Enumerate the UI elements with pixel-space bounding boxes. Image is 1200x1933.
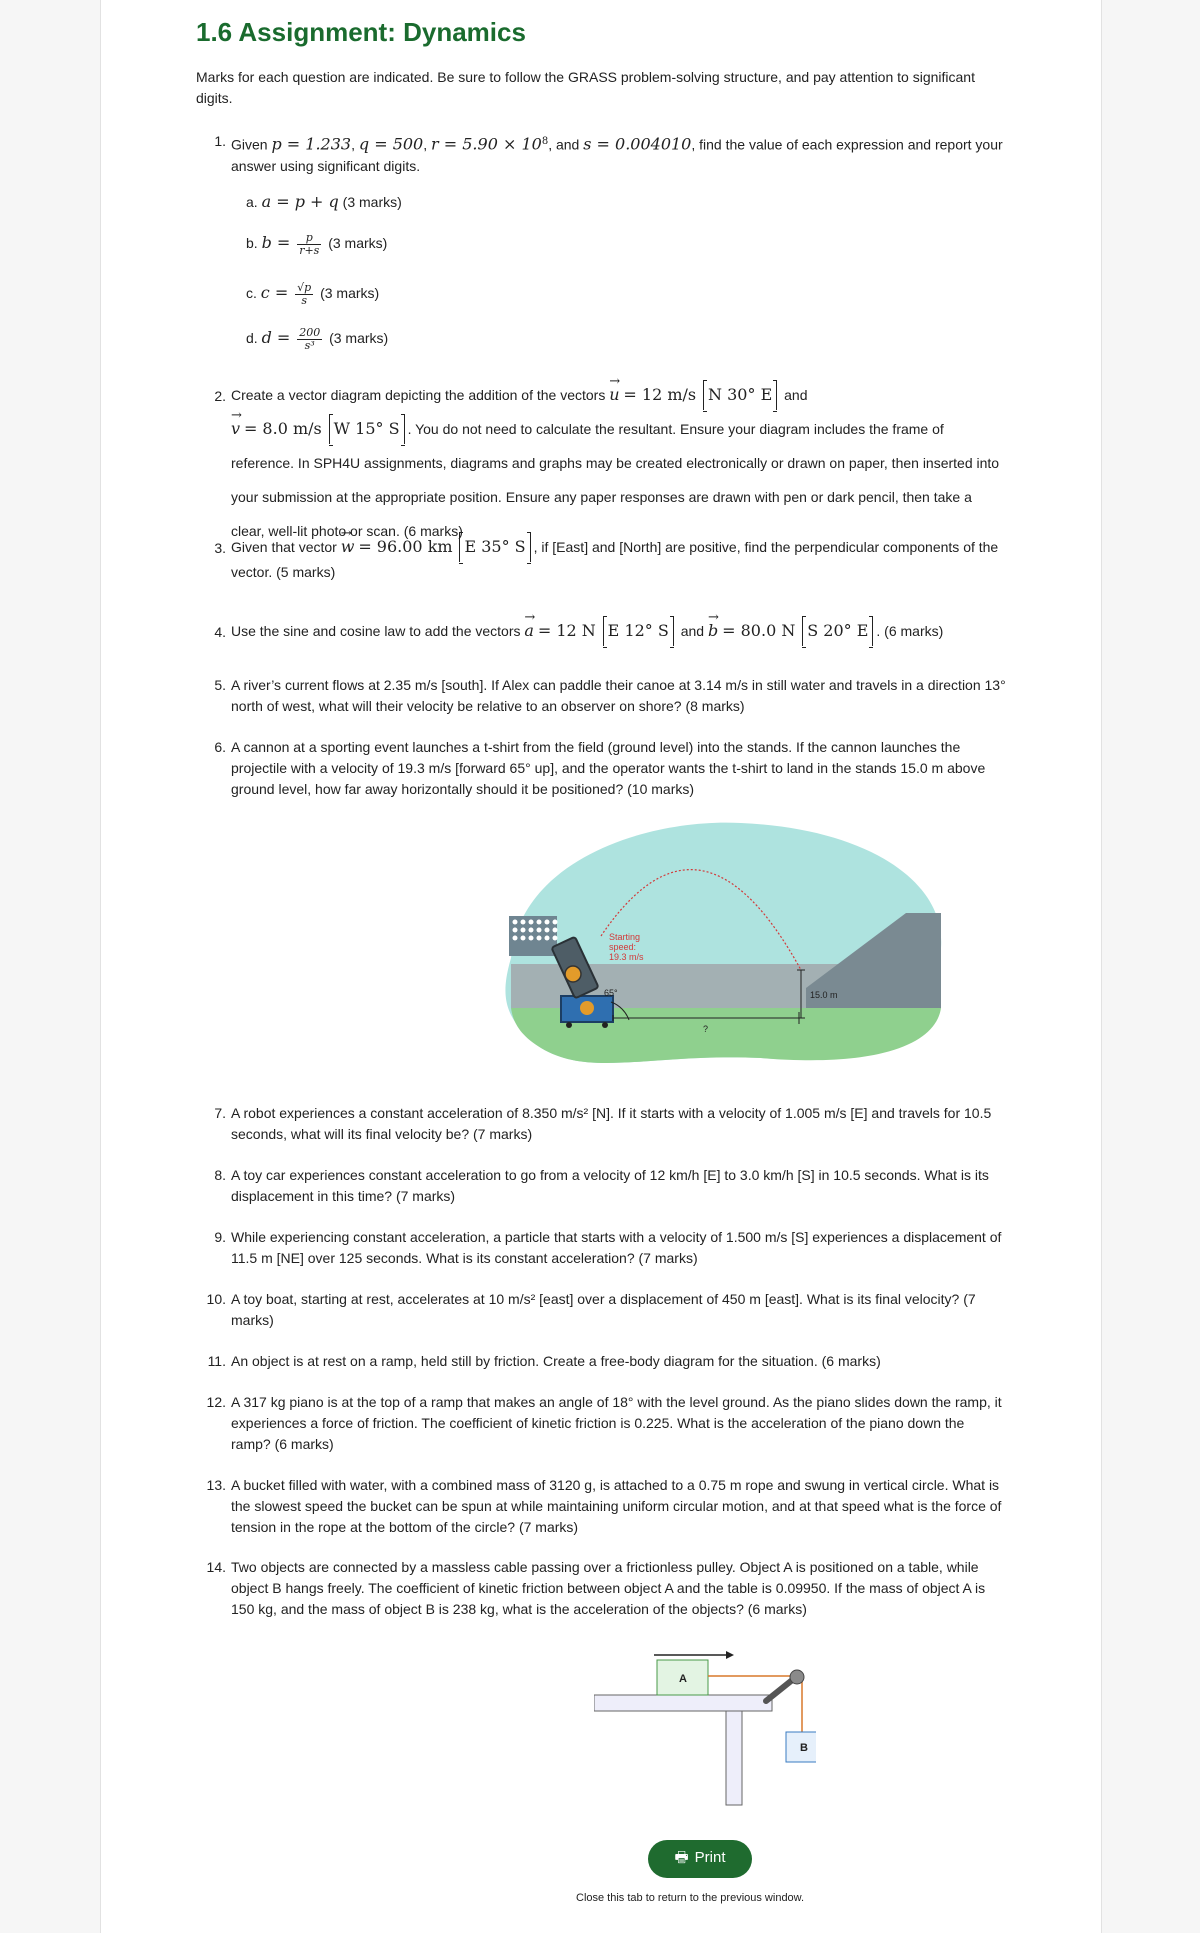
- direction-bracket: E 12° S: [603, 616, 674, 646]
- svg-text:19.3 m/s: 19.3 m/s: [609, 952, 644, 962]
- question-1a: a. a = p + q (3 marks): [246, 192, 402, 211]
- math-p: p = 1.233: [271, 134, 352, 154]
- block-a-label: A: [679, 1673, 687, 1685]
- fraction: $\frac{200}{\text{s³}}$: [299, 326, 321, 352]
- math-r: r = 5.90 × 10: [431, 134, 542, 154]
- pulley-figure: [594, 1643, 816, 1808]
- printer-icon: 🖶: [674, 1848, 689, 1866]
- distance-label: ?: [703, 1024, 709, 1034]
- table-top: [594, 1695, 772, 1711]
- height-label: 15.0 m: [810, 990, 838, 1000]
- fraction: $\frac{p}{r+s}$: [299, 231, 320, 257]
- crowd-icon: [509, 916, 558, 956]
- vector-b: → b: [708, 620, 718, 641]
- direction-bracket: N 30° E: [703, 380, 777, 410]
- vector-a: → a: [524, 620, 534, 641]
- question-1b: b. b = $\frac{p}{r+s}$ (3 marks): [246, 231, 388, 257]
- print-button[interactable]: 🖶 Print: [648, 1840, 752, 1878]
- question-number: 1.: [214, 133, 226, 149]
- vector-v: → v: [231, 412, 240, 446]
- question-1c: c. c = $\frac{√p}{s}$ (3 marks): [246, 281, 380, 307]
- block-b-label: B: [800, 1742, 808, 1754]
- close-tab-note: Close this tab to return to the previous window.: [576, 1892, 805, 1904]
- math-s: s = 0.004010: [583, 134, 692, 154]
- intro-text: Marks for each question are indicated. Be sure to follow the GRASS problem-solving structure, and pay attention to significant digits.: [196, 69, 975, 106]
- math-q: q = 500: [358, 134, 424, 154]
- angle-label: 65°: [604, 988, 618, 998]
- page-title: 1.6 Assignment: Dynamics: [196, 17, 526, 47]
- direction-bracket: S 20° E: [802, 616, 873, 646]
- speed-label: Starting: [609, 932, 641, 942]
- page: 1.6 Assignment: Dynamics Marks for each question are indicated. Be sure to follow the GRASS problem-solving structure, and pay attention to significant digits. 1. Given p = 1.233, q = 500, $r = 5.90 \times 10^8$, and s = 0.004010, find the value of each expression and report your answer using significant digits. a. a = p + q (3 marks) b. b = $\frac{p}{r+s}$ (3 marks) c. c = $\frac{√p}{s}$ (3 marks) d. d = $\frac{200}{\text{s³}}$ (3 marks) 2. Create a vector diagram depicting the addition of the vectors → u = 12 m/s N 30° E and → v = 8.0 m/s W 15° S . You do not need to calculate the resultant. Ensure your diagram includes the frame of reference. In SPH4U assignments, diagrams and graphs may be created electronically or drawn on paper, then inserted into your submission at the appropriate position. Ensure any paper responses are drawn with pen or dark pencil, then take a clear, well-lit photo or scan. (6 marks) 3. Given that vector → w = 96.00 km E 35° S , if [East] and [North] are positive, find the perpendicular components of the vector. (5 marks) 4. Use the sine and cosine law to add the vectors → a = 12 N E 12° S and → b = 80.0 N S 20° E . (6 marks) 5. A river’s current flows at 2.35 m/s [south]. If Alex can paddle their canoe at 3.14 m/s in still water and travels in a direction 13° north of west, what will their velocity be relative to an observer on shore? (8 marks) 6. A cannon at a sporting event launches a t-shirt from the field (ground level) into the stands. If the cannon launches the projectile with a velocity of 19.3 m/s [forward 65° up], and the operator wants the t-shirt to land in the stands 15.0 m above ground level, how far away horizontally should it be positioned? (10 marks) Starting speed: 19.3 m/s 65° ? 15.0 m 7. A robot experiences a constant acceleration of 8.350 m/s² [N]. If it starts with a velocity of 1.005 m/s [E] and travels for 10.5 seconds, what will its final velocity be? (7 marks) 8. A toy car experiences constant acceleration to go from a velocity of 12 km/h [E] to 3.0 km/h [S] in 10.5 seconds. What is its displacement in this time? (7 marks) 9. While experiencing constant acceleration, a particle that starts with a velocity of 1.500 m/s [S] experiences a displacement of 11.5 m [NE] over 125 seconds. What is its constant acceleration? (7 marks) 10. A toy boat, starting at rest, accelerates at 10 m/s² [east] over a displacement of 450 m [east]. What is its final velocity? (7 marks) 11. An object is at rest on a ramp, held still by friction. Create a free-body diagram for the situation. (6 marks) 12. A 317 kg piano is at the top of a ramp that makes an angle of 18° with the level ground. As the piano slides down the ramp, it experiences a force of friction. The coefficient of kinetic friction is 0.225. What is the acceleration of the piano down the ramp? (6 marks) 13. A bucket filled with water, with a combined mass of 3120 g, is attached to a 0.75 m rope and swung in vertical circle. What is the slowest speed the bucket can be spun at while maintaining uniform circular motion, and at that speed what is the force of tension in the rope at the bottom of the circle? (7 marks) 14. Two objects are connected by a massless cable passing over a frictionless pulley. Object A is positioned on a table, while object B hangs freely. The coefficient of kinetic friction between object A and the table is 0.09950. If the mass of object A is 150 kg, and the mass of object B is 238 kg, what is the acceleration of the objects? (6 marks) A B 🖶 Print Close this tab to return to the previous window.: [100, 0, 1102, 1933]
- direction-bracket: E 35° S: [459, 532, 530, 562]
- question-1d: d. d = $\frac{200}{\text{s³}}$ (3 marks): [246, 326, 389, 352]
- cannon-figure: [501, 818, 946, 1080]
- direction-bracket: W 15° S: [329, 414, 405, 444]
- svg-text:speed:: speed:: [609, 942, 637, 952]
- vector-u: → u: [609, 378, 619, 412]
- fraction: $\frac{√p}{s}$: [297, 281, 312, 307]
- vector-w: → w: [341, 536, 355, 557]
- pulley-wheel: [790, 1670, 804, 1684]
- table-leg: [726, 1711, 742, 1805]
